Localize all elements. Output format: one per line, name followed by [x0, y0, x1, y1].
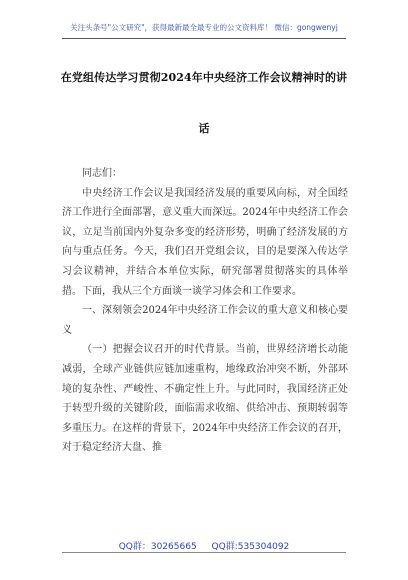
footer-qq-group-1: QQ群：30265665: [118, 542, 197, 552]
footer-qq-group-2: QQ群:535304092: [211, 542, 290, 552]
document-title-continued: 话: [198, 122, 210, 135]
footer-divider: [62, 552, 346, 553]
body-paragraph-intro: 中央经济工作会议是我国经济发展的重要风向标，对全国经济工作进行全面部署，意义重大而深远。2024年中央经济工作会议，立足当前国内外复杂多变的经济形势，明确了经济发展的方向与重点任务。今天，我们召开党组会议，目的是要深入传达学习会议精神，并结合本单位实际，研究部署贯彻落实的具体举措。下面，我从三个方面谈一谈学习体会和工作要求。: [62, 187, 348, 297]
header-divider: [62, 38, 346, 39]
salutation: 同志们：: [82, 168, 122, 179]
document-body: [62, 164, 348, 458]
body-paragraph-background: （一）把握会议召开的时代背景。当前，世界经济增长动能减弱，全球产业链供应链加速重构，地缘政治冲突不断，外部环境的复杂性、严峻性、不确定性上升。与此同时，我国经济正处于转型升级的关键阶段，面临需求收缩、供给冲击、预期转弱等多重压力。在这样的背景下，2024年中央经济工作会议的召开，对于稳定经济大盘、推: [62, 344, 348, 454]
section-heading-1: 一、深刻领会2024年中央经济工作会议的重大意义和核心要义: [62, 305, 348, 336]
header-note: 关注头条号"公文研究"，获得最新最全最专业的公文资料库！ 微信：gongwenyj: [70, 23, 338, 32]
footer: [0, 539, 408, 552]
document-title: 在党组传达学习贯彻2024年中央经济工作会议精神时的讲: [60, 71, 348, 84]
